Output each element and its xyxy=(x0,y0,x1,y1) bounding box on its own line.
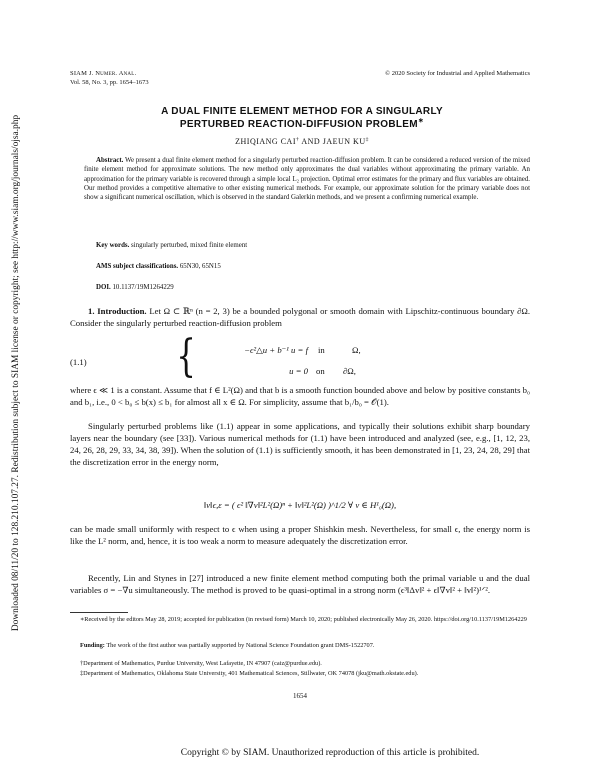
author-1: ZHIQIANG CAI xyxy=(235,137,296,146)
doi-label: DOI. xyxy=(96,284,111,291)
footnote-received-text: ∗Received by the editors May 28, 2019; accepted for publication (in revised form) March 10, 2020; published electronically May 26, 2020. xyxy=(80,616,433,623)
author-1-mark[interactable]: † xyxy=(296,136,300,143)
funding-text: The work of the first author was partially supported by National Science Foundation grant DMS-1522707. xyxy=(106,642,375,649)
footnote-affiliation-2: ‡Department of Mathematics, Oklahoma State University, 401 Mathematical Sciences, Stillwater, OK 74078 (jku@math.okstate.edu). xyxy=(80,670,419,677)
footnote-rule xyxy=(70,612,128,613)
footnote-received xyxy=(70,616,530,624)
funding-label: Funding: xyxy=(80,642,105,649)
author-connector: AND xyxy=(301,137,321,146)
abstract-text: We present a dual finite element method for a singularly perturbed reaction-diffusion problem. It can be considered a reduced version of the mixed finite element method for approximate solutions. The new method only approximates the dual variables without approximating the primary variable. An approximation for the primary variable is recovered through a simple local L₂ projection. Optimal error estimates for the primary and flux variables are obtained. Our method provides a competitive alternative to other existing numerical methods. For example, our approximate solution for the primary variable does not show a significant numerical oscillation, which is observed in the standard Galerkin methods, and we present a confirming numerical example. xyxy=(84,157,530,202)
author-2-mark[interactable]: ‡ xyxy=(365,136,369,143)
page-number: 1654 xyxy=(293,692,307,700)
energy-norm-equation: ‖v‖ϵ,ε = ( ϵ² ‖∇v‖²L²(Ω)ⁿ + ‖v‖²L²(Ω) )^1/2 ∀ v ∈ H¹₀(Ω), xyxy=(203,500,397,510)
ams-text: 65N30, 65N15 xyxy=(179,263,221,270)
doi-line xyxy=(84,283,530,292)
intro-p1-text: Let Ω ⊂ ℝⁿ (n = 2, 3) be a bounded polygonal or smooth domain with Lipschitz-continuous boundary ∂Ω. Consider the singularly perturbed reaction-diffusion problem xyxy=(70,306,531,328)
author-line xyxy=(82,137,522,146)
equation-line-1-lhs: −ϵ²△u + b⁻¹ u = f xyxy=(244,345,308,355)
equation-line-1-domain: Ω, xyxy=(352,345,361,355)
doi-link[interactable]: 10.1137/19M1264229 xyxy=(112,284,174,291)
intro-paragraph-2: where ϵ ≪ 1 is a constant. Assume that f ∈ L²(Ω) and that b is a smooth function bounded above and below by positive constants b₀ and b₁, i.e., 0 < b₀ ≤ b(x) ≤ b₁ for almost all x ∈ Ω. For simplicity, assume that b₁/b₀ = 𝒪(1). xyxy=(70,385,530,407)
keywords-label: Key words. xyxy=(96,242,130,249)
abstract xyxy=(84,156,530,202)
journal-volume: Vol. 58, No. 3, pp. 1654–1673 xyxy=(70,79,149,86)
paper-title-line2 xyxy=(82,119,522,130)
ams-label: AMS subject classifications. xyxy=(96,263,179,270)
copyright-notice: Copyright © by SIAM. Unauthorized reproduction of this article is prohibited. xyxy=(180,748,480,758)
footnote-doi-link[interactable]: https://doi.org/10.1137/19M1264229 xyxy=(433,616,527,623)
keywords xyxy=(84,241,530,250)
equation-line-2-lhs: u = 0 xyxy=(289,366,308,376)
intro-paragraph-1 xyxy=(70,306,530,330)
equation-line-2-on: on xyxy=(316,366,325,376)
copyright-header: © 2020 Society for Industrial and Applied Mathematics xyxy=(385,70,530,77)
equation-brace: { xyxy=(176,331,196,382)
equation-line-1-in: in xyxy=(318,345,325,355)
footnote-funding xyxy=(70,642,530,650)
download-sidebar-note: Downloaded 08/11/20 to 128.210.107.27. Redistribution subject to SIAM license or copyright; see http://www.siam.org/journals/ojsa.php xyxy=(11,114,21,632)
abstract-label: Abstract. xyxy=(96,157,124,164)
intro-heading: 1. Introduction. xyxy=(88,306,147,316)
ams-classifications xyxy=(84,262,530,271)
intro-paragraph-4: can be made small uniformly with respect to ϵ when using a proper Shishkin mesh. Nevertheless, for small ϵ, the energy norm is like the L² norm, and, hence, it is too weak a norm to measure adequately the discretization error. xyxy=(70,524,530,546)
equation-line-2-domain: ∂Ω, xyxy=(343,366,356,376)
paper-title-line2-text: PERTURBED REACTION-DIFFUSION PROBLEM xyxy=(179,119,418,130)
journal-name: SIAM J. Numer. Anal. xyxy=(70,70,137,77)
intro-paragraph-3: Singularly perturbed problems like (1.1) appear in some applications, and typically their solutions exhibit sharp boundary layers near the boundary (see [33]). Various numerical methods for (1.1) have been introduced and analyzed (see, e.g., [1, 12, 23, 24, 26, 28, 29, 33, 34, 38, 39]). When the solution of (1.1) is sufficiently smooth, it has been demonstrated in [1, 23, 24, 28, 29] that the discretization error in the energy norm, xyxy=(70,421,530,467)
keywords-text: singularly perturbed, mixed finite element xyxy=(131,242,248,249)
intro-paragraph-5: Recently, Lin and Stynes in [27] introduced a new finite element method computing both the primal variable u and the dual variables σ = −∇u simultaneously. The method is proved to be quasi-optimal in a strong norm (ϵ³‖Δv‖² + ϵ‖∇v‖² + ‖v‖²)¹ᐟ². xyxy=(70,573,530,595)
author-2: JAEUN KU xyxy=(322,137,366,146)
footnote-affiliation-1: †Department of Mathematics, Purdue University, West Lafayette, IN 47907 (caiz@purdue.edu). xyxy=(80,660,322,667)
title-footnote-mark[interactable]: ∗ xyxy=(417,117,425,125)
paper-title-line1: A DUAL FINITE ELEMENT METHOD FOR A SINGULARLY xyxy=(161,106,443,117)
equation-1-1-label: (1.1) xyxy=(70,357,87,367)
